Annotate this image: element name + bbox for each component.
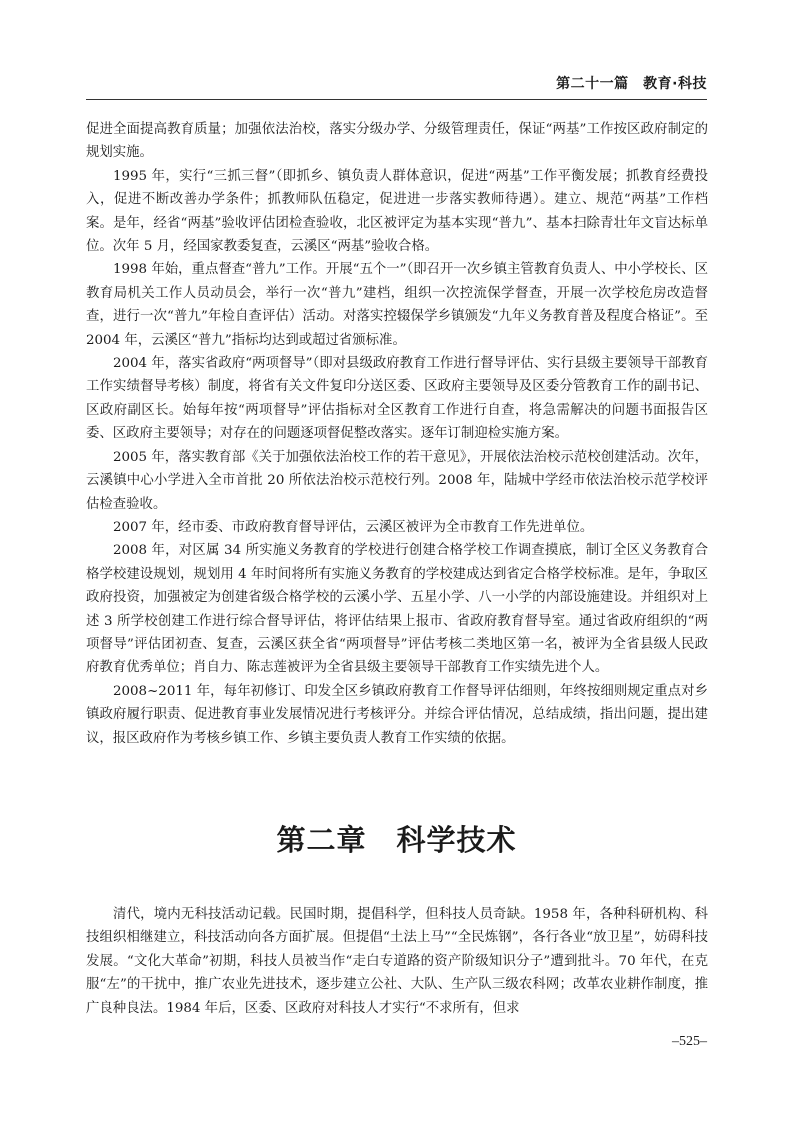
paragraph: 促进全面提高教育质量；加强依法治校，落实分级办学、分级管理责任，保证“两基”工作按区政府制定的规划实施。 xyxy=(86,122,708,161)
paragraph: 1995 年，实行“三抓三督”（即抓乡、镇负责人群体意识，促进“两基”工作平衡发展；抓教育经费投入，促进不断改善办学条件；抓教师队伍稳定，促进进一步落实教师待遇）。建立、规范“两基”工作档案。是年，经省“两基”验收评估团检查验收，北区被评定为基本实现“普九”、基本扫除青壮年文盲达标单位。次年 5 月，经国家教委复查，云溪区“两基”验收合格。 xyxy=(86,168,708,255)
paragraph: 1998 年始，重点督查“普九”工作。开展“五个一”（即召开一次乡镇主管教育负责人、中小学校长、区教育局机关工作人员动员会，举行一次“普九”建档，组织一次控流保学督查，开展一次学校危房改造督查，进行一次“普九”年检自查评估）活动。对落实控辍保学乡镇颁发“九年义务教育普及程度合格证”。至 2004 年，云溪区“普九”指标均达到或超过省颁标准。 xyxy=(86,262,708,348)
paragraph: 2007 年，经市委、市政府教育督导评估，云溪区被评为全市教育工作先进单位。 xyxy=(113,519,594,535)
paragraph: 2008 年，对区属 34 所实施义务教育的学校进行创建合格学校工作调查摸底，制订全区义务教育合格学校建设规划，规划用 4 年时间将所有实施义务教育的学校建成达到省定合格学校标准。是年，争取区政府投资，加强被定为创建省级合格学校的云溪小学、五星小学、八一小学的内部设施建设。并组织对上述 3 所学校创建工作进行综合督导评估，将评估结果上报市、省政府教育督导室。通过省政府组织的“两项督导”评估团初查、复查，云溪区获全省“两项督导”评估考核二类地区第一名，被评为全省县级人民政府教育优秀单位；肖自力、陈志莲被评为全省县级主要领导干部教育工作实绩先进个人。 xyxy=(86,543,708,676)
chapter-title: 第二章 科学技术 xyxy=(276,823,517,857)
paragraph: 2005 年，落实教育部《关于加强依法治校工作的若干意见》，开展依法治校示范校创建活动。次年，云溪镇中心小学进入全市首批 20 所依法治校示范校行列。2008 年，陆城中学经市依法治校示范学校评估检查验收。 xyxy=(86,449,708,512)
paragraph: 清代，境内无科技活动记载。民国时期，提倡科学，但科技人员奇缺。1958 年，各种科研机构、科技组织相继建立，科技活动向各方面扩展。但提倡“土法上马”“全民炼钢”，各行各业“放卫星”，妨碍科技发展。“文化大革命”初期，科技人员被当作“走白专道路的资产阶级知识分子”遭到批斗。70 年代，在克服“左”的干扰中，推广农业先进技术，逐步建立公社、大队、生产队三级农科网；改革农业耕作制度，推广良种良法。1984 年后，区委、区政府对科技人才实行“不求所有，但求 xyxy=(86,907,708,1016)
header-rule xyxy=(86,99,707,100)
running-header: 第二十一篇 教育·科技 xyxy=(556,76,707,92)
section-body xyxy=(86,118,708,750)
paragraph: 2004 年，落实省政府“两项督导”（即对县级政府教育工作进行督导评估、实行县级主要领导干部教育工作实绩督导考核）制度，将省有关文件复印分送区委、区政府主要领导及区委分管教育工作的副书记、区政府副区长。始每年按“两项督导”评估指标对全区教育工作进行自查，将急需解决的问题书面报告区委、区政府主要领导；对存在的问题逐项督促整改落实。逐年订制迎检实施方案。 xyxy=(86,356,708,442)
chapter-body xyxy=(86,903,708,1020)
page-number: –525– xyxy=(672,1034,707,1049)
paragraph: 2008~2011 年，每年初修订、印发全区乡镇政府教育工作督导评估细则，年终按细则规定重点对乡镇政府履行职责、促进教育事业发展情况进行考核评分。并综合评估情况，总结成绩，指出问题，提出建议，报区政府作为考核乡镇工作、乡镇主要负责人教育工作实绩的依据。 xyxy=(86,683,708,746)
